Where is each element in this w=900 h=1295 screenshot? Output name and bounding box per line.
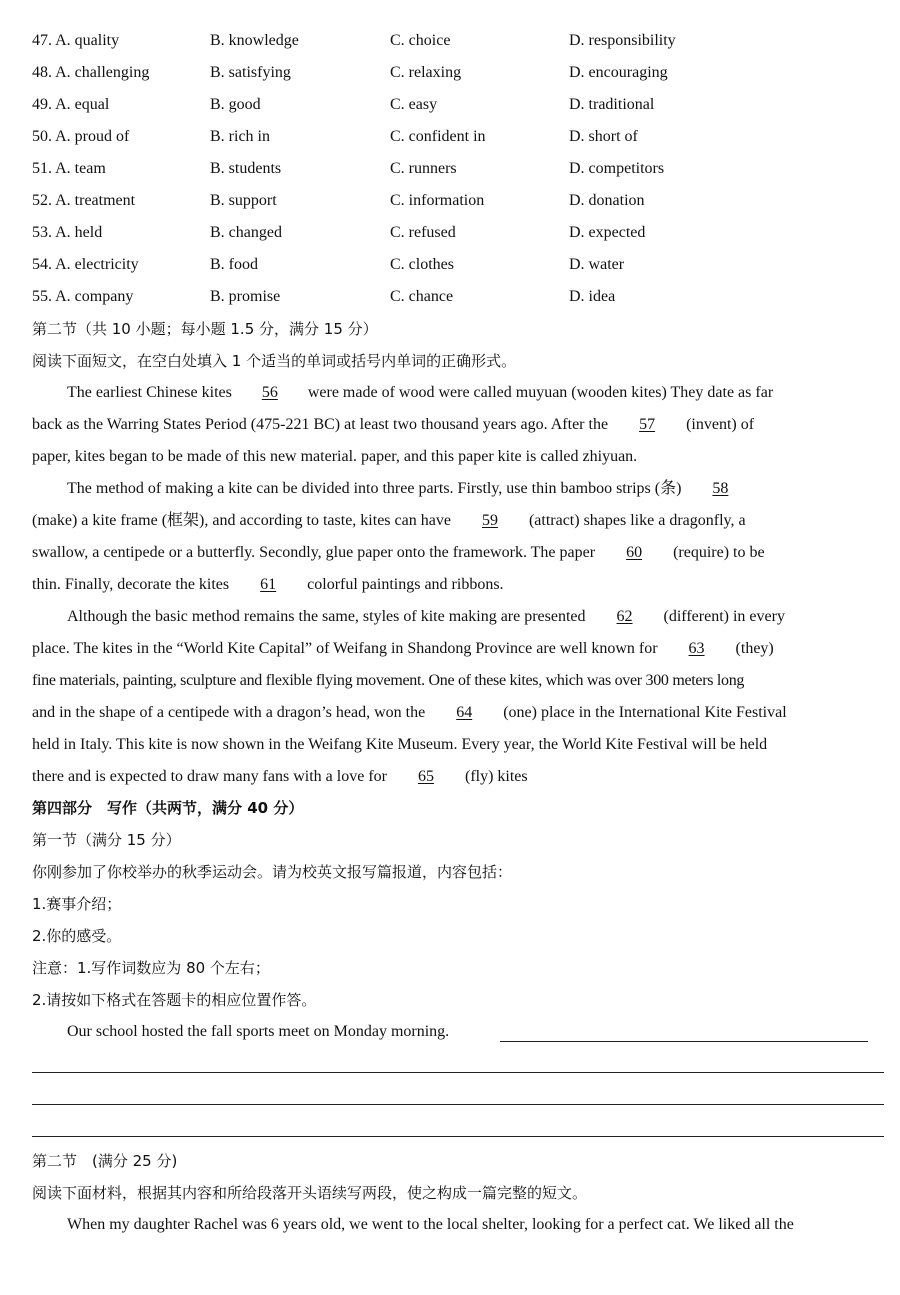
continuation-prompt: 阅读下面材料，根据其内容和所给段落开头语续写两段，使之构成一篇完整的短文。 <box>32 1184 588 1202</box>
passage-line: fine materials, painting, sculpture and flexible flying movement. One of these kites, which was over 300 meters long <box>32 672 745 689</box>
answer-line[interactable] <box>500 1041 868 1042</box>
option-d: D. short of <box>569 128 638 145</box>
passage-text: swallow, a centipede or a butterfly. Secondly, glue paper onto the framework. The paper <box>32 544 600 561</box>
passage-text: (different) in every <box>659 608 785 625</box>
option-d: D. competitors <box>569 160 665 177</box>
passage-line <box>32 633 884 665</box>
option-b: B. knowledge <box>210 32 299 49</box>
option-d: D. idea <box>569 288 616 305</box>
section-2-title: 第二节（共 10 小题；每小题 1.5 分，满分 15 分） <box>32 320 378 338</box>
option-row-48 <box>32 57 882 89</box>
option-row-51 <box>32 153 882 185</box>
passage-text: there and is expected to draw many fans with a love for <box>32 768 391 785</box>
requirement-item-1: 1.赛事介绍； <box>32 895 122 913</box>
option-c: C. information <box>390 192 485 209</box>
option-row-50 <box>32 121 882 153</box>
option-b: B. support <box>210 192 277 209</box>
passage-text: were made of wood were called muyuan (wooden kites) They date as far <box>303 384 774 401</box>
passage-text: (make) a kite frame (框架), and according to taste, kites can have <box>32 512 455 529</box>
option-d: D. traditional <box>569 96 655 113</box>
passage-line <box>67 473 884 505</box>
passage-text: (fly) kites <box>460 768 528 785</box>
option-a: 48. A. challenging <box>32 64 150 81</box>
passage-text: (they) <box>731 640 774 657</box>
option-row-55 <box>32 281 882 313</box>
option-a: 47. A. quality <box>32 32 120 49</box>
passage-line <box>32 537 884 569</box>
passage-text: (invent) of <box>682 416 755 433</box>
passage-line <box>32 569 884 601</box>
blank-65[interactable]: 65 <box>417 768 434 785</box>
option-a: 50. A. proud of <box>32 128 130 145</box>
option-a: 49. A. equal <box>32 96 110 113</box>
option-c: C. relaxing <box>390 64 462 81</box>
option-c: C. clothes <box>390 256 454 273</box>
answer-line[interactable] <box>32 1104 884 1105</box>
option-d: D. responsibility <box>569 32 676 49</box>
requirement-item-2: 2.你的感受。 <box>32 927 122 945</box>
option-b: B. students <box>210 160 282 177</box>
option-a: 54. A. electricity <box>32 256 139 273</box>
option-row-53 <box>32 217 882 249</box>
option-c: C. choice <box>390 32 451 49</box>
note-1: 注意：1.写作词数应为 80 个左右； <box>32 959 270 977</box>
blank-60[interactable]: 60 <box>626 544 643 561</box>
option-c: C. easy <box>390 96 438 113</box>
part-4-title: 第四部分 写作（共两节，满分 40 分） <box>32 799 304 817</box>
option-b: B. food <box>210 256 258 273</box>
option-a: 51. A. team <box>32 160 106 177</box>
blank-63[interactable]: 63 <box>688 640 705 657</box>
option-c: C. confident in <box>390 128 486 145</box>
passage-line: held in Italy. This kite is now shown in the Weifang Kite Museum. Every year, the World Kite Festival will be held <box>32 736 768 753</box>
passage-line <box>32 761 884 793</box>
passage-text: thin. Finally, decorate the kites <box>32 576 234 593</box>
writing-opening-line <box>67 1016 884 1048</box>
option-c: C. chance <box>390 288 454 305</box>
section-2-writing-title: 第二节 (满分 25 分) <box>32 1152 178 1170</box>
passage-text: colorful paintings and ribbons. <box>303 576 504 593</box>
option-row-54 <box>32 249 882 281</box>
passage-text: The method of making a kite can be divided into three parts. Firstly, use thin bamboo strips (条) <box>67 480 686 497</box>
blank-62[interactable]: 62 <box>616 608 633 625</box>
blank-58[interactable]: 58 <box>712 480 729 497</box>
passage-text: (one) place in the International Kite Festival <box>499 704 787 721</box>
passage-text: back as the Warring States Period (475-221 BC) at least two thousand years ago. After the <box>32 416 613 433</box>
section-2-instruction: 阅读下面短文，在空白处填入 1 个适当的单词或括号内单词的正确形式。 <box>32 352 517 370</box>
section-1-title: 第一节（满分 15 分） <box>32 831 181 849</box>
answer-line[interactable] <box>32 1072 884 1073</box>
opening-sentence: Our school hosted the fall sports meet on Monday morning. <box>67 1023 450 1040</box>
option-b: B. good <box>210 96 261 113</box>
option-c: C. refused <box>390 224 456 241</box>
passage-text: (attract) shapes like a dragonfly, a <box>524 512 746 529</box>
writing-prompt: 你刚参加了你校举办的秋季运动会。请为校英文报写篇报道，内容包括： <box>32 863 513 881</box>
answer-line[interactable] <box>32 1136 884 1137</box>
passage-text: and in the shape of a centipede with a dragon’s head, won the <box>32 704 430 721</box>
passage-text: The earliest Chinese kites <box>67 384 236 401</box>
blank-56[interactable]: 56 <box>261 384 278 401</box>
option-b: B. rich in <box>210 128 270 145</box>
option-row-47 <box>32 25 882 57</box>
story-line: When my daughter Rachel was 6 years old, we went to the local shelter, looking for a perfect cat. We liked all the <box>67 1216 794 1233</box>
passage-line <box>67 377 884 409</box>
option-row-52 <box>32 185 882 217</box>
blank-59[interactable]: 59 <box>481 512 498 529</box>
passage-line <box>32 409 884 441</box>
passage-text: Although the basic method remains the same, styles of kite making are presented <box>67 608 590 625</box>
option-d: D. water <box>569 256 625 273</box>
passage-text: place. The kites in the “World Kite Capital” of Weifang in Shandong Province are well known for <box>32 640 662 657</box>
blank-64[interactable]: 64 <box>456 704 473 721</box>
option-b: B. promise <box>210 288 281 305</box>
passage-line <box>32 697 884 729</box>
passage-line <box>32 505 884 537</box>
option-d: D. donation <box>569 192 645 209</box>
blank-61[interactable]: 61 <box>260 576 277 593</box>
option-row-49 <box>32 89 882 121</box>
option-b: B. changed <box>210 224 282 241</box>
option-c: C. runners <box>390 160 457 177</box>
passage-text: (require) to be <box>669 544 765 561</box>
option-a: 52. A. treatment <box>32 192 136 209</box>
option-d: D. encouraging <box>569 64 668 81</box>
option-a: 53. A. held <box>32 224 103 241</box>
option-d: D. expected <box>569 224 646 241</box>
blank-57[interactable]: 57 <box>639 416 656 433</box>
passage-line: paper, kites began to be made of this new material. paper, and this paper kite is called zhiyuan. <box>32 448 638 465</box>
option-a: 55. A. company <box>32 288 134 305</box>
note-2: 2.请按如下格式在答题卡的相应位置作答。 <box>32 991 317 1009</box>
passage-line <box>67 601 884 633</box>
option-b: B. satisfying <box>210 64 291 81</box>
